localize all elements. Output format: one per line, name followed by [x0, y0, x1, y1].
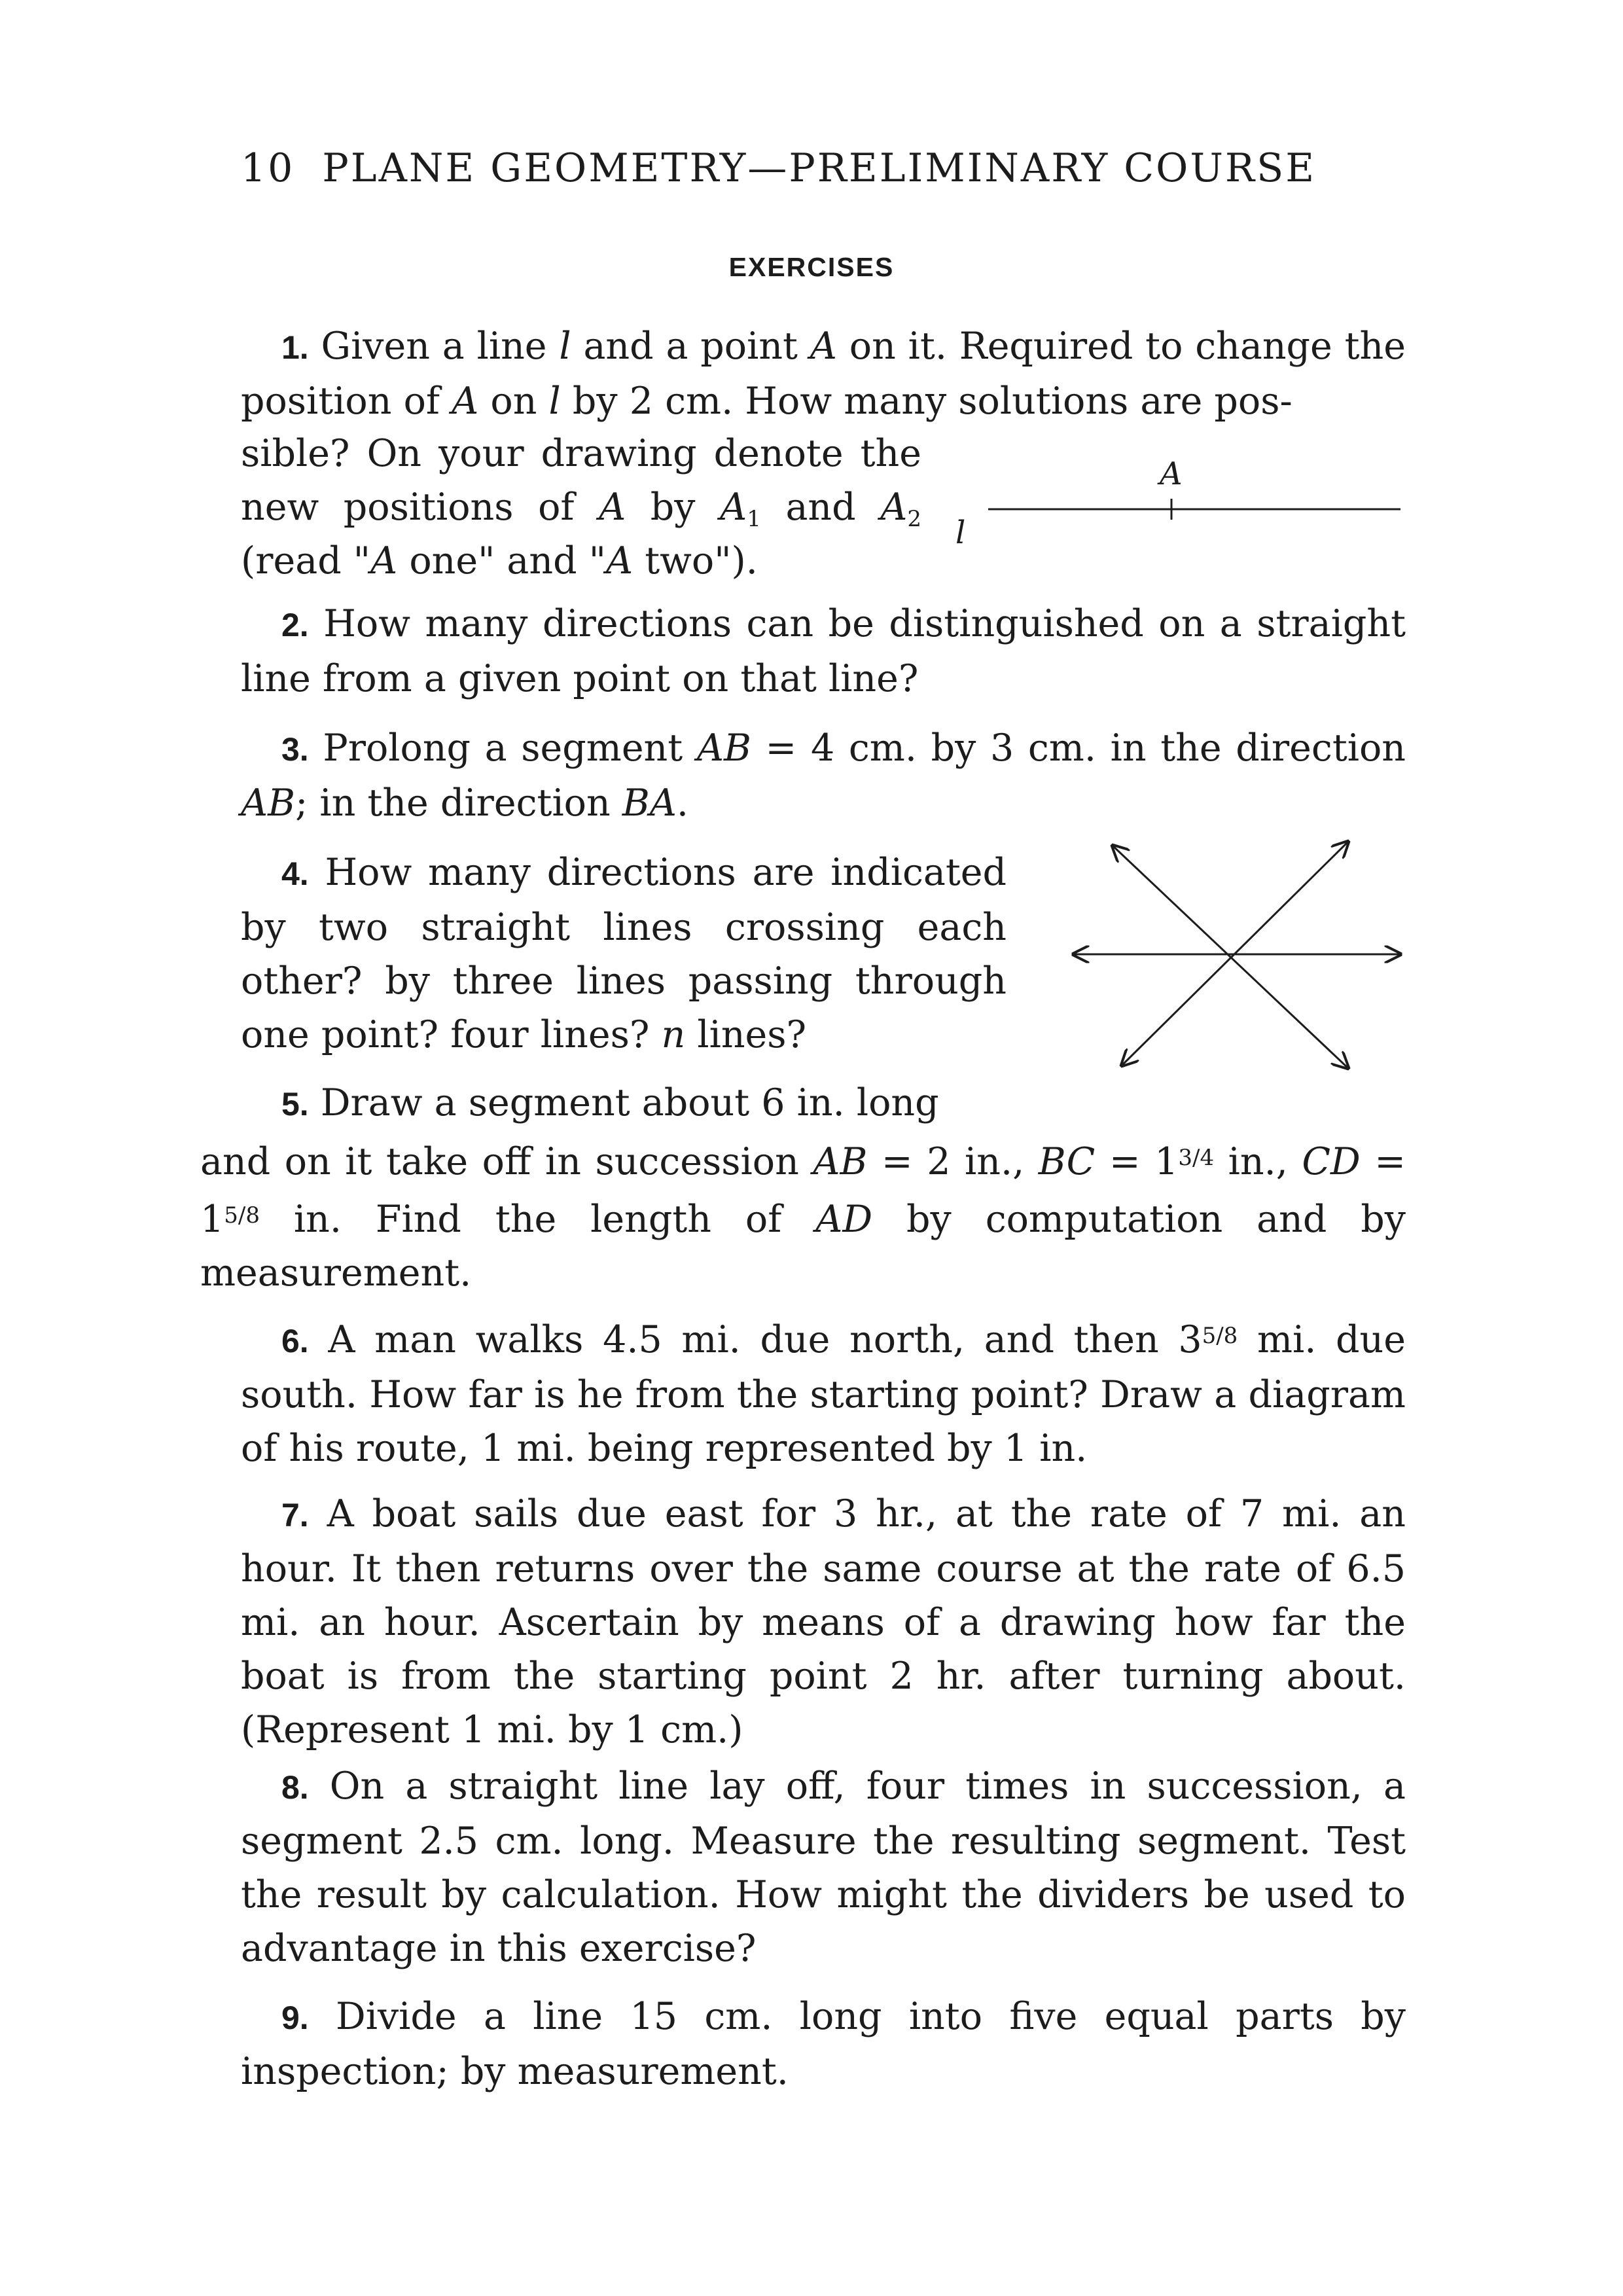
exercise-number: 3. [281, 731, 309, 768]
exercise-5: 5. Draw a segment about 6 in. long and on it take off in succession AB = 2 in., BC = $1^{3/4}$ in., CD = $1^{5/8}$ in. Find the length of AD by computation and by measurement. [200, 1081, 1406, 1295]
exercise-1: 1. Given a line l and a point A on it. Required to change the position of A on l by 2 cm. How many solutions are pos- [241, 325, 1406, 423]
figure-line-with-point [942, 452, 1414, 563]
exercise-2: 2. How many directions can be distinguished on a straight line from a given point on that line? [241, 602, 1406, 700]
exercise-4: 4. How many directions are indicated by two straight lines crossing each other? by three lines passing through one point? four lines? n lines? [241, 851, 1007, 1056]
exercise-number: 4. [281, 855, 309, 892]
exercise-1-continued: sible? On your drawing denote the new positions of A by $A_1$ and $A_2$ (read "A one" and "A two"). [241, 432, 922, 583]
exercise-number: 9. [281, 2000, 309, 2036]
line-l-label: l [955, 514, 966, 551]
section-heading: EXERCISES [728, 252, 895, 282]
exercise-9: 9. Divide a line 15 cm. long into five equal parts by inspection; by measurement. [241, 1995, 1406, 2093]
exercise-number: 7. [281, 1497, 309, 1534]
exercise-number: 6. [281, 1323, 309, 1359]
exercise-number: 1. [281, 329, 309, 366]
figure-crossing-lines [1060, 826, 1414, 1081]
exercise-number: 5. [281, 1086, 309, 1122]
exercise-number: 2. [281, 607, 309, 643]
point-a-label: A [1160, 456, 1183, 492]
exercise-8: 8. On a straight line lay off, four times in succession, a segment 2.5 cm. long. Measure the resulting segment. Test the result by calculation. How might the dividers be used to advantage in this exercise? [241, 1765, 1406, 1970]
exercise-number: 8. [281, 1769, 309, 1806]
page-header [241, 145, 1406, 191]
page-number: 10 [241, 145, 295, 191]
exercise-6: 6. A man walks 4.5 mi. due north, and then $3^{5/8}$ mi. due south. How far is he from the starting point? Draw a diagram of his route, 1 mi. being represented by 1 in. [241, 1318, 1406, 1470]
exercise-7: 7. A boat sails due east for 3 hr., at the rate of 7 mi. an hour. It then returns over the same course at the rate of 6.5 mi. an hour. Ascertain by means of a drawing how far the boat is from the starting point 2 hr. after turning about. (Represent 1 mi. by 1 cm.) [241, 1492, 1406, 1751]
running-title: PLANE GEOMETRY—PRELIMINARY COURSE [322, 145, 1316, 191]
exercise-3: 3. Prolong a segment AB = 4 cm. by 3 cm. in the direction AB; in the direction BA. [241, 726, 1406, 825]
